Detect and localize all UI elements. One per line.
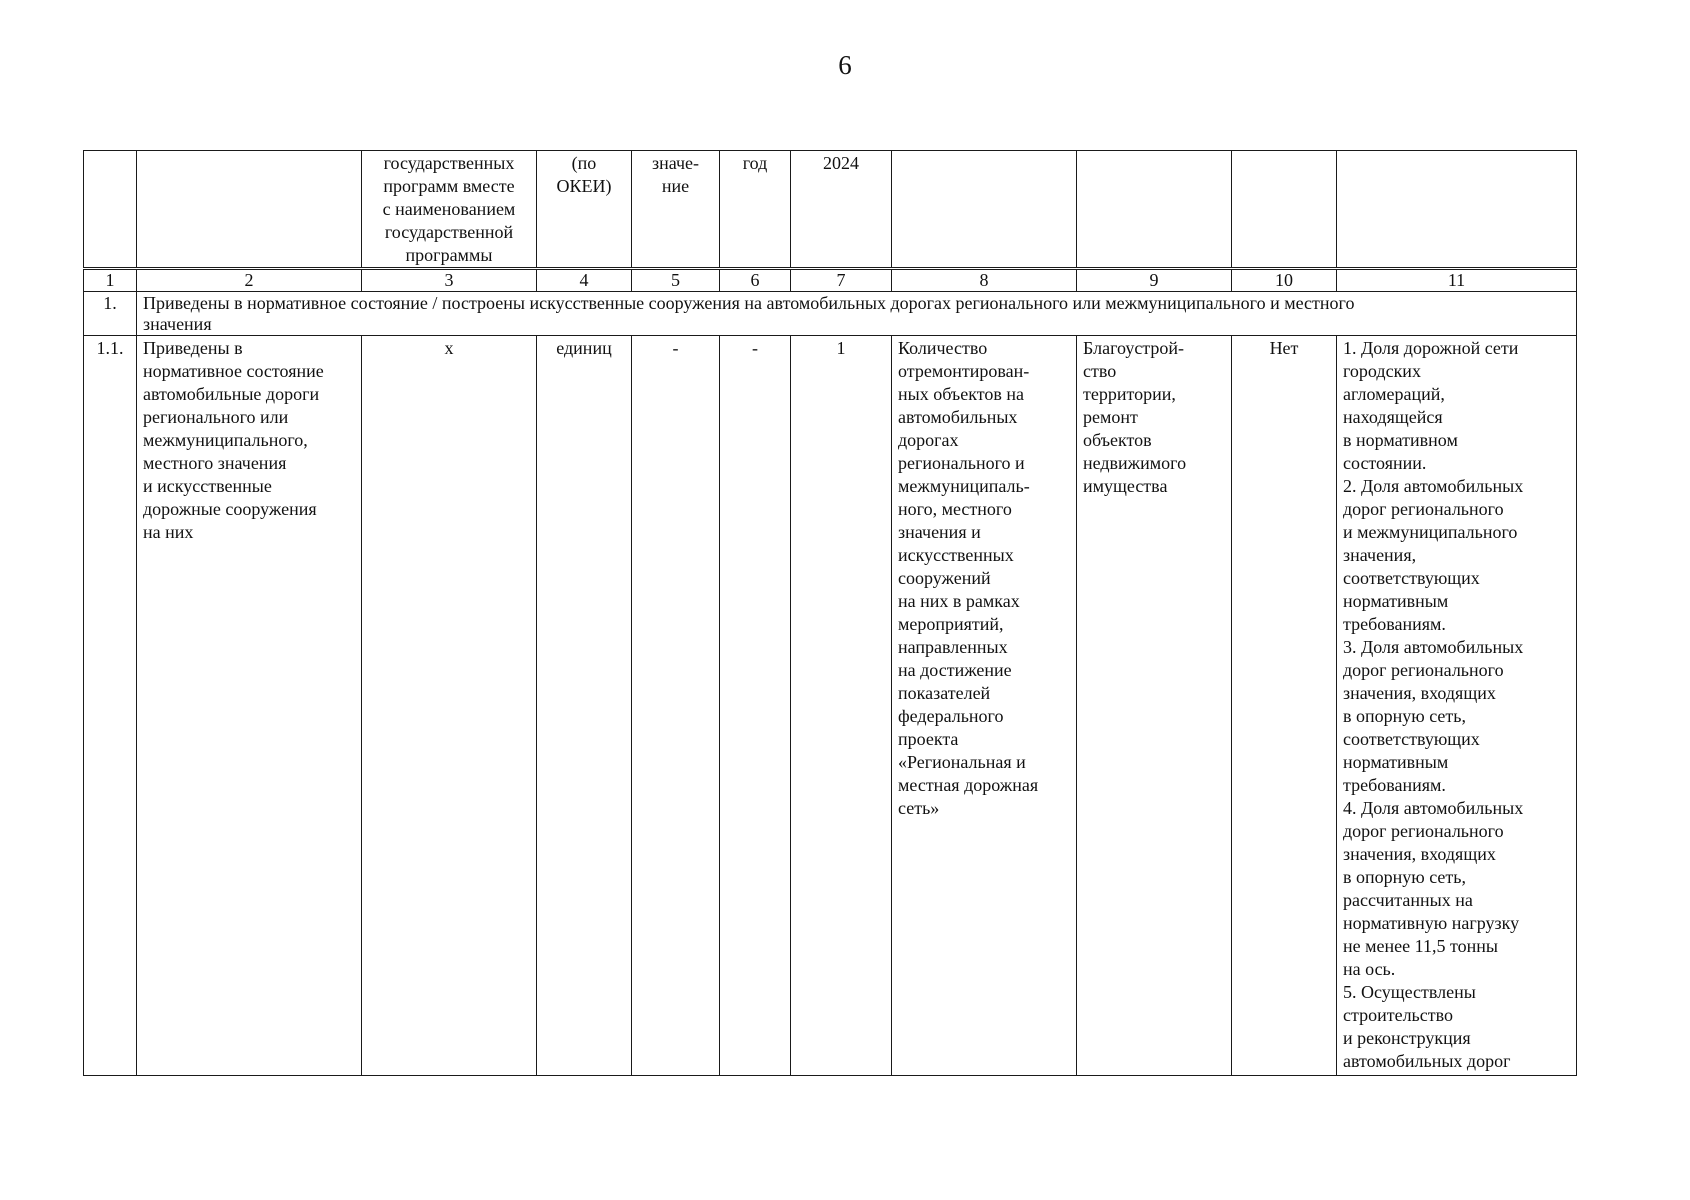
column-number: 3 [362, 269, 537, 292]
page-number: 6 [838, 50, 852, 80]
section-number: 1. [84, 292, 137, 336]
program-cell: х [362, 336, 537, 1076]
header-cell-7: 2024 [791, 151, 892, 269]
column-number: 7 [791, 269, 892, 292]
section-row [84, 292, 1577, 336]
header-cell-8 [892, 151, 1077, 269]
column-number: 4 [537, 269, 632, 292]
header-cell-4: (по ОКЕИ) [537, 151, 632, 269]
column-number: 1 [84, 269, 137, 292]
column-number: 11 [1337, 269, 1577, 292]
column-number: 9 [1077, 269, 1232, 292]
base-year-cell: - [720, 336, 791, 1076]
section-title: Приведены в нормативное состояние / построены искусственные сооружения на автомобильных дорогах регионального или межмуниципального и местного значения [137, 292, 1577, 336]
header-cell-5: значе- ние [632, 151, 720, 269]
column-number: 6 [720, 269, 791, 292]
value-2024-cell: 1 [791, 336, 892, 1076]
row-number: 1.1. [84, 336, 137, 1076]
column-number: 5 [632, 269, 720, 292]
result-name: Приведены в нормативное состояние автомобильные дороги регионального или межмуниципального, местного значения и искусственные дорожные сооружения на них [137, 336, 362, 1076]
results-table [83, 150, 1577, 1076]
indicators-cell: 1. Доля дорожной сети городских агломераций, находящейся в нормативном состоянии. 2. Доля автомобильных дорог регионального и межмуниципального значения, соответствующих нормативным требованиям. 3. Доля автомобильных дорог регионального значения, входящих в опорную сеть, соответствующих нормативным требованиям. 4. Доля автомобильных дорог регионального значения, входящих в опорную сеть, рассчитанных на нормативную нагрузку не менее 11,5 тонны на ось. 5. Осуществлены строительство и реконструкция автомобильных дорог [1337, 336, 1577, 1076]
column-numbers-row [84, 269, 1577, 292]
column-number: 10 [1232, 269, 1337, 292]
header-cell-9 [1077, 151, 1232, 269]
type-cell: Благоустрой- ство территории, ремонт объектов недвижимого имущества [1077, 336, 1232, 1076]
col10-cell: Нет [1232, 336, 1337, 1076]
table-header-row [84, 151, 1577, 269]
table-row [84, 336, 1577, 1076]
header-cell-6: год [720, 151, 791, 269]
column-number: 2 [137, 269, 362, 292]
column-number: 8 [892, 269, 1077, 292]
base-value-cell: - [632, 336, 720, 1076]
header-cell-3: государственных программ вместе с наименованием государственной программы [362, 151, 537, 269]
header-cell-10 [1232, 151, 1337, 269]
header-cell-1 [84, 151, 137, 269]
header-cell-2 [137, 151, 362, 269]
header-cell-11 [1337, 151, 1577, 269]
description-cell: Количество отремонтирован- ных объектов на автомобильных дорогах регионального и межмуниципаль- ного, местного значения и искусственных сооружений на них в рамках мероприятий, направленных на достижение показателей федерального проекта «Региональная и местная дорожная сеть» [892, 336, 1077, 1076]
unit-cell: единиц [537, 336, 632, 1076]
